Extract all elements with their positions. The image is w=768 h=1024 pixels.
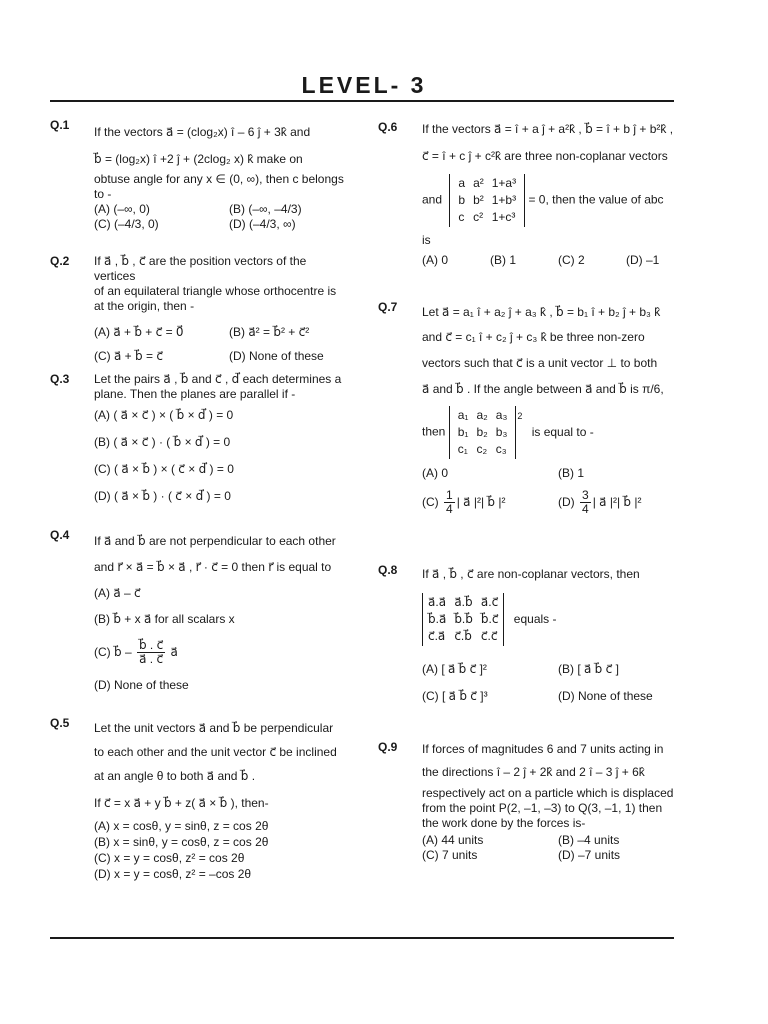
det-cell: a₁	[457, 408, 469, 422]
fraction-numerator: b⃗ . c⃗	[138, 638, 164, 653]
det-power: 2	[517, 411, 523, 421]
question-text: b⃗ = (log₂x) î +2 ĵ + (2clog₂ x) k̂ make on	[94, 152, 303, 166]
det-cell: b⃗.b⃗	[454, 612, 473, 626]
option-d-prefix: (D)	[558, 495, 575, 509]
question-number: Q.6	[378, 120, 398, 134]
fraction-denominator: 4	[582, 502, 589, 517]
question-text: plane. Then the planes are parallel if -	[94, 387, 296, 401]
option-a: (A) a⃗ – c⃗	[94, 586, 141, 600]
det-cell: a⃗.a⃗	[428, 595, 447, 609]
question-text: to -	[94, 187, 112, 201]
question-text: If the vectors a⃗ = î + a ĵ + a²k̂ , b⃗ = î + b ĵ + b²k̂ ,	[422, 122, 674, 136]
det-cell: c²	[473, 210, 484, 224]
det-cell: a⃗.c⃗	[480, 595, 499, 609]
option-d: (D) None of these	[94, 678, 189, 692]
option-c-prefix: (C)	[422, 495, 439, 509]
question-text: If the vectors a⃗ = (clog₂x) î – 6 ĵ + 3k̂ and	[94, 125, 311, 139]
question-text: Let a⃗ = a₁ î + a₂ ĵ + a₃ k̂ , b⃗ = b₁ î + b₂ ĵ + b₃ k̂	[422, 305, 661, 319]
question-text: to each other and the unit vector c⃗ be inclined	[94, 745, 337, 759]
det-cell: a⃗.b⃗	[454, 595, 473, 609]
det-cell: b₁	[457, 425, 469, 439]
fraction-numerator: 3	[582, 488, 589, 503]
option-a: (A) 44 units	[422, 833, 484, 847]
option-b: (B) 1	[490, 253, 517, 267]
det-cell: c⃗.c⃗	[480, 629, 498, 643]
question-text: at an angle θ to both a⃗ and b⃗ .	[94, 769, 256, 783]
option-a: (A) a⃗ + b⃗ + c⃗ = 0⃗	[94, 325, 184, 339]
option-c: (C) x = y = cosθ, z² = cos 2θ	[94, 851, 245, 865]
option-c-suffix: a⃗	[170, 645, 178, 659]
option-c: (C) 7 units	[422, 848, 478, 862]
question-number: Q.9	[378, 740, 398, 754]
fraction-numerator: 1	[446, 488, 453, 503]
option-c	[422, 487, 558, 517]
question-text: the directions î – 2 ĵ + 2k̂ and 2 î – 3 ĵ + 6k̂	[422, 765, 645, 779]
option-d: (D) (–4/3, ∞)	[229, 217, 296, 231]
option-c: (C) (–4/3, 0)	[94, 217, 159, 231]
fraction-denominator: a⃗ . c⃗	[139, 652, 164, 667]
question-text: and c⃗ = c₁ î + c₂ ĵ + c₃ k̂ be three non-zero	[422, 330, 645, 344]
det-suffix: equals -	[513, 611, 557, 626]
fraction	[137, 639, 165, 666]
question-text: Let the unit vectors a⃗ and b⃗ be perpendicular	[94, 721, 334, 735]
det-cell: c₁	[457, 442, 468, 456]
question-number: Q.3	[50, 372, 70, 386]
option-c	[94, 632, 350, 672]
option-a: (A) 0	[422, 466, 449, 480]
question-text: and r⃗ × a⃗ = b⃗ × a⃗ , r⃗ · c⃗ = 0 then r⃗ is equal to	[94, 560, 332, 574]
top-divider	[50, 100, 674, 102]
question-number: Q.8	[378, 563, 398, 577]
option-b: (B) ( a⃗ × c⃗ ) · ( b⃗ × d⃗ ) = 0	[94, 435, 231, 449]
option-b: (B) [ a⃗ b⃗ c⃗ ]	[558, 662, 619, 676]
fraction-denominator: 4	[446, 502, 453, 517]
det-cell: b⃗.c⃗	[480, 612, 499, 626]
option-c: (C) [ a⃗ b⃗ c⃗ ]³	[422, 689, 488, 703]
fraction	[444, 489, 455, 516]
det-cell: a₂	[476, 408, 488, 422]
option-a: (A) (–∞, 0)	[94, 202, 150, 216]
question-text: obtuse angle for any x ∈ (0, ∞), then c belongs	[94, 172, 344, 186]
det-cell: 1+c³	[491, 210, 516, 224]
option-c: (C) ( a⃗ × b⃗ ) × ( c⃗ × d⃗ ) = 0	[94, 462, 234, 476]
question-text: If forces of magnitudes 6 and 7 units acting in	[422, 742, 664, 756]
option-a: (A) x = cosθ, y = sinθ, z = cos 2θ	[94, 819, 269, 833]
det-suffix: = 0, then the value of abc	[528, 192, 664, 207]
det-cell: 1+a³	[491, 176, 517, 190]
det-cell: 1+b³	[491, 193, 517, 207]
question-number: Q.1	[50, 118, 70, 132]
det-cell: c₂	[476, 442, 488, 456]
question-number: Q.5	[50, 716, 70, 730]
question-text: respectively act on a particle which is displaced	[422, 786, 674, 800]
option-c: (C) 2	[558, 253, 585, 267]
det-prefix: then	[422, 424, 446, 439]
option-a: (A) 0	[422, 253, 449, 267]
question-text: of an equilateral triangle whose orthocentre is	[94, 284, 337, 298]
det-cell: a₃	[495, 408, 508, 422]
option-b: (B) x = sinθ, y = cosθ, z = cos 2θ	[94, 835, 269, 849]
question-number: Q.4	[50, 528, 70, 542]
question-number: Q.2	[50, 254, 70, 268]
page-title: LEVEL- 3	[301, 72, 427, 98]
option-d: (D) None of these	[558, 689, 653, 703]
det-cell: b	[458, 193, 466, 207]
question-text: Let the pairs a⃗ , b⃗ and c⃗ , d⃗ each determines a	[94, 372, 342, 386]
det-cell: c⃗.a⃗	[428, 629, 446, 643]
det-cell: b₃	[495, 425, 508, 439]
option-d: (D) –7 units	[558, 848, 621, 862]
option-a: (A) ( a⃗ × c⃗ ) × ( b⃗ × d⃗ ) = 0	[94, 408, 234, 422]
option-c: (C) a⃗ + b⃗ = c⃗	[94, 349, 163, 363]
determinant	[422, 593, 504, 646]
fraction	[580, 489, 591, 516]
option-d: (D) None of these	[229, 349, 324, 363]
option-b: (B) b⃗ + x a⃗ for all scalars x	[94, 612, 235, 626]
option-b: (B) 1	[558, 466, 585, 480]
option-a: (A) [ a⃗ b⃗ c⃗ ]²	[422, 662, 487, 676]
option-c-suffix: | a⃗ |²| b⃗ |²	[456, 495, 506, 509]
question-number: Q.7	[378, 300, 398, 314]
option-d	[558, 487, 641, 517]
question-text: If c⃗ = x a⃗ + y b⃗ + z( a⃗ × b⃗ ), then-	[94, 796, 269, 810]
option-b: (B) –4 units	[558, 833, 620, 847]
question-text: at the origin, then -	[94, 299, 195, 313]
option-b: (B) a⃗² = b⃗² + c⃗²	[229, 325, 310, 339]
det-cell: c	[458, 210, 465, 224]
determinant-row	[422, 406, 678, 459]
det-suffix: is equal to -	[531, 424, 594, 439]
option-d: (D) x = y = cosθ, z² = –cos 2θ	[94, 867, 252, 881]
option-d-suffix: | a⃗ |²| b⃗ |²	[592, 495, 642, 509]
question-text: vectors such that c⃗ is a unit vector ⊥ to both	[422, 356, 658, 370]
bottom-divider	[50, 937, 674, 939]
question-text: If a⃗ , b⃗ , c⃗ are the position vectors of the vertices	[94, 254, 307, 283]
determinant	[449, 174, 525, 227]
question-text: If a⃗ and b⃗ are not perpendicular to each other	[94, 534, 336, 548]
det-cell: b²	[473, 193, 484, 207]
det-cell: a²	[473, 176, 484, 190]
option-c-prefix: (C) b⃗ –	[94, 645, 132, 659]
option-d: (D) –1	[626, 253, 660, 267]
question-text: If a⃗ , b⃗ , c⃗ are non-coplanar vectors, then	[422, 567, 640, 581]
question-text: c⃗ = î + c ĵ + c²k̂ are three non-coplanar vectors	[422, 149, 668, 163]
det-cell: b₂	[476, 425, 488, 439]
determinant-row	[422, 593, 678, 646]
option-b: (B) (–∞, –4/3)	[229, 202, 302, 216]
question-text: from the point P(2, –1, –3) to Q(3, –1, 1) then	[422, 801, 663, 815]
determinant	[449, 406, 523, 459]
question-text: the work done by the forces is-	[422, 816, 586, 830]
det-cell: b⃗.a⃗	[428, 612, 447, 626]
det-cell: c₃	[495, 442, 507, 456]
det-cell: a	[458, 176, 466, 190]
question-text: is	[422, 233, 431, 247]
determinant-row	[422, 174, 678, 227]
option-d: (D) ( a⃗ × b⃗ ) · ( c⃗ × d⃗ ) = 0	[94, 489, 231, 503]
det-cell: c⃗.b⃗	[454, 629, 472, 643]
question-text: a⃗ and b⃗ . If the angle between a⃗ and b⃗ is π/6,	[422, 382, 664, 396]
det-prefix: and	[422, 192, 443, 207]
